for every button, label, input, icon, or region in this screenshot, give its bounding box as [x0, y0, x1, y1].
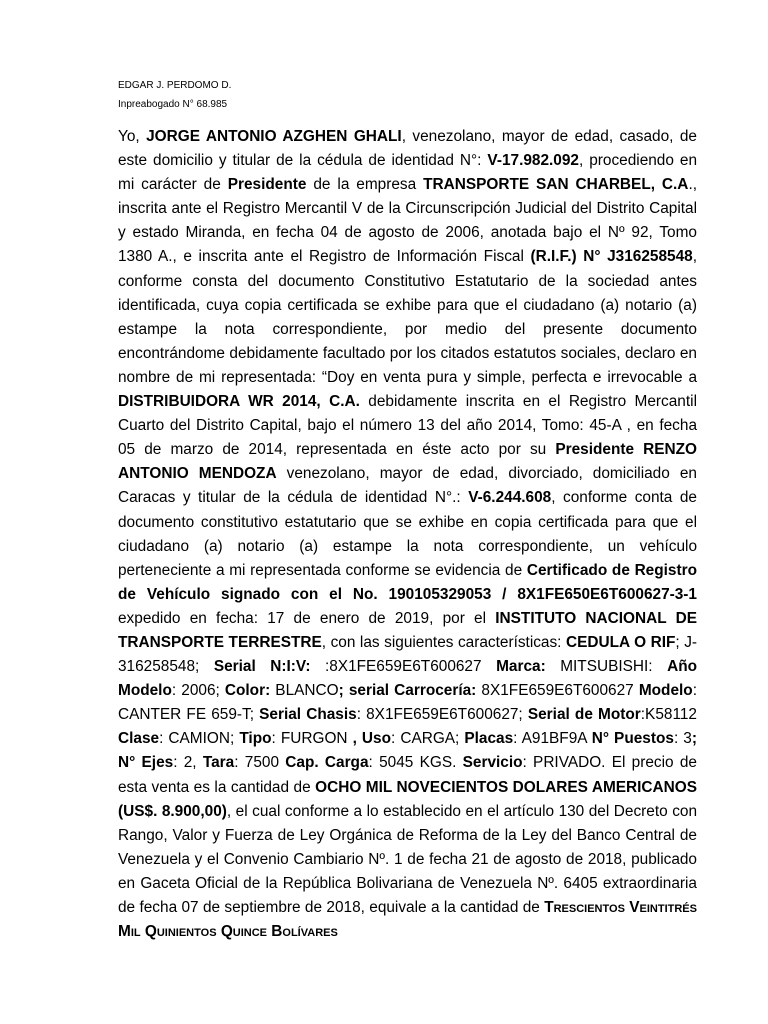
- field-label: Tipo: [239, 730, 272, 748]
- price-in-bolivares: Trescientos Veintitrés Mil Quinientos Quince Bolívares: [118, 899, 697, 941]
- field-value: ; J-316258548;: [118, 633, 698, 676]
- buyer-representative: Presidente RENZO ANTONIO MENDOZA: [118, 441, 698, 483]
- sale-declaration-paragraph: [118, 125, 697, 944]
- text-run: , conforme consta del documento Constitutivo Estatutario de la sociedad antes identificada, cuya copia certificada se exhibe para que el ciudadano (a) notario (a) estampe la nota correspondiente, por medio del presente documento encontrándome debidamente facultado por los citados estatutos sociales, declaro en nombre de mi representada: “Doy en venta pura y simple, perfecta e irrevocable a: [118, 248, 697, 386]
- sale-price: OCHO MIL NOVECIENTOS DOLARES AMERICANOS (US$. 8.900,00): [118, 778, 697, 820]
- field-label: Tara: [202, 754, 235, 772]
- field-value: 8X1FE659E6T600627: [476, 682, 639, 700]
- field-label: , Uso: [352, 730, 391, 748]
- field-value: : CANTER FE 659-T;: [118, 682, 697, 724]
- text-run: , conforme conta de documento constitutivo estatutario que se exhibe en copia certificada para que el ciudadano (a) notario (a) estampe la nota correspondiente, un vehículo perteneciente a mi representada conforme se evidencia de: [118, 489, 697, 579]
- text-run: , venezolano, mayor de edad, casado, de este domicilio y titular de la cédula de identidad N°:: [118, 128, 697, 170]
- field-label: ; N° Ejes: [118, 730, 697, 772]
- seller-rif: (R.I.F.) N° J316258548: [530, 248, 693, 266]
- text-run: , procediendo en mi carácter de: [118, 152, 697, 194]
- text-run: , el cual conforme a lo establecido en el artículo 130 del Decreto con Rango, Valor y Fuerza de Ley Orgánica de Reforma de la Ley del Banco Central de Venezuela y el Convenio Cambiario Nº. 1 de fecha 21 de agosto de 2018, publicado en Gaceta Oficial de la República Bolivariana de Venezuela Nº. 6405 extraordinaria de fecha 07 de septiembre de 2018, equivale a la cantidad de: [118, 802, 698, 916]
- field-label: Año Modelo: [118, 658, 697, 700]
- field-label: Serial de Motor: [527, 706, 641, 724]
- field-label: Serial Chasis: [259, 706, 357, 724]
- field-value: :K58112: [640, 706, 697, 724]
- buyer-id-number: V-6.244.608: [468, 489, 552, 507]
- field-value: : 8X1FE659E6T600627;: [356, 706, 528, 724]
- field-label: Modelo: [638, 682, 693, 700]
- field-label: Clase: [118, 730, 160, 748]
- field-label: Servicio: [462, 754, 523, 772]
- field-value: : 7500: [234, 754, 286, 772]
- author-registration: Inpreabogado N° 68.985: [118, 99, 228, 110]
- field-value: : 2006;: [171, 682, 225, 700]
- field-value: : 3: [673, 730, 692, 748]
- text-run: Yo,: [118, 128, 147, 145]
- field-value: :8X1FE659E6T600627: [310, 658, 497, 676]
- field-value: : FURGON: [271, 730, 353, 748]
- text-run: expedido en fecha: 17 de enero de 2019, por el: [118, 609, 496, 627]
- text-run: de la empresa: [306, 176, 424, 194]
- seller-name: JORGE ANTONIO AZGHEN GHALI: [146, 128, 402, 145]
- field-value: : CARGA;: [391, 730, 465, 748]
- field-label: Color:: [224, 682, 271, 700]
- field-value: MITSUBISHI:: [545, 658, 668, 676]
- text-run: ., inscrita ante el Registro Mercantil V de la Circunscripción Judicial del Distrito Capital y estado Miranda, en fecha 04 de agosto de 2006, anotada bajo el Nº 92, Tomo 1380 A., e inscrita ante el Registro de Información Fiscal: [118, 176, 697, 266]
- issuing-institute: INSTITUTO NACIONAL DE TRANSPORTE TERRESTRE: [118, 609, 697, 651]
- seller-role: Presidente: [227, 176, 307, 194]
- field-label: Marca:: [496, 658, 546, 676]
- field-label: ; serial Carrocería:: [338, 682, 477, 700]
- field-label: CEDULA O RIF: [566, 633, 676, 651]
- text-run: venezolano, mayor de edad, divorciado, domiciliado en Caracas y titular de la cédula de identidad N°.:: [118, 465, 697, 507]
- text-run: : PRIVADO. El precio de esta venta es la cantidad de: [118, 754, 697, 796]
- buyer-company: DISTRIBUIDORA WR 2014, C.A.: [118, 393, 360, 411]
- text-run: , con las siguientes características:: [321, 633, 566, 651]
- text-run: debidamente inscrita en el Registro Mercantil Cuarto del Distrito Capital, bajo el número 13 del año 2014, Tomo: 45-A , en fecha 05 de marzo de 2014, representada en éste acto por su: [118, 393, 697, 459]
- field-label: N° Puestos: [591, 730, 674, 748]
- field-label: Placas: [464, 730, 514, 748]
- field-value: : 5045 KGS.: [368, 754, 463, 772]
- vehicle-certificate: Certificado de Registro de Vehículo signado con el No. 190105329053 / 8X1FE650E6T600627-3-1: [118, 561, 697, 603]
- seller-company: TRANSPORTE SAN CHARBEL, C.A: [423, 176, 689, 194]
- field-value: : 2,: [173, 754, 203, 772]
- field-label: Serial N:I:V:: [213, 658, 311, 676]
- field-value: : A91BF9A: [513, 730, 592, 748]
- field-value: : CAMION;: [159, 730, 240, 748]
- field-label: Cap. Carga: [285, 754, 369, 772]
- author-name: EDGAR J. PERDOMO D.: [118, 80, 232, 91]
- seller-id-number: V-17.982.092: [487, 152, 579, 170]
- field-value: BLANCO: [270, 682, 339, 700]
